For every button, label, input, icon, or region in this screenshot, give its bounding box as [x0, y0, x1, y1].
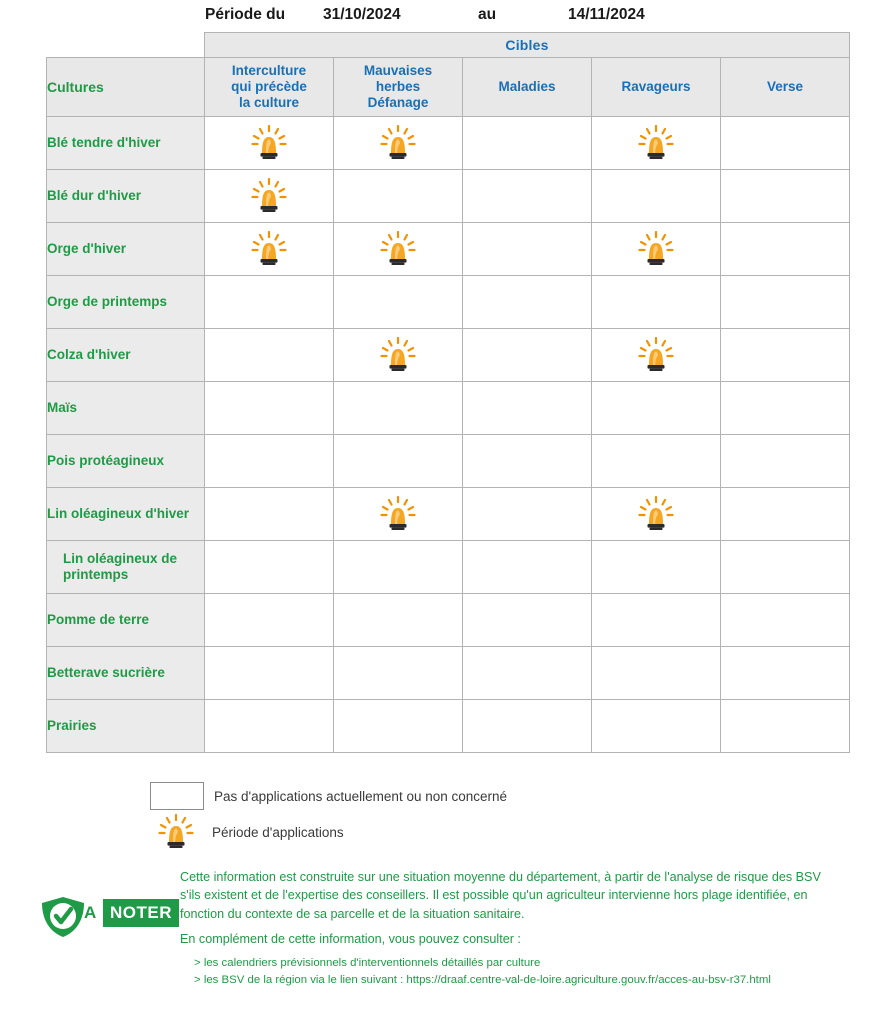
cell-empty	[721, 700, 850, 753]
cell-empty	[205, 541, 334, 594]
badge-a-label: A	[84, 903, 97, 922]
warning-beacon-icon	[156, 814, 196, 850]
cell-empty	[721, 647, 850, 700]
table-row	[47, 117, 850, 170]
cell-empty	[463, 329, 592, 382]
cell-empty	[592, 700, 721, 753]
table-row	[47, 488, 850, 541]
a-noter-badge	[40, 896, 172, 936]
cell-empty	[592, 541, 721, 594]
cell-empty	[205, 435, 334, 488]
warning-beacon-icon	[150, 814, 202, 850]
period-au-label: au	[478, 6, 497, 23]
warning-beacon-icon	[636, 125, 676, 161]
row-label-culture: Orge de printemps	[47, 276, 205, 329]
warning-beacon-icon	[378, 125, 418, 161]
period-header	[205, 2, 765, 28]
period-end-date: 14/11/2024	[568, 6, 645, 23]
cell-empty	[205, 329, 334, 382]
cell-empty	[334, 435, 463, 488]
table-row	[47, 170, 850, 223]
period-label: Période du	[205, 6, 286, 23]
cell-period-applications	[334, 117, 463, 170]
cell-empty	[592, 382, 721, 435]
row-label-culture: Lin oléagineux d'hiver	[47, 488, 205, 541]
table-cibles-row	[47, 33, 850, 58]
row-label-culture: Orge d'hiver	[47, 223, 205, 276]
cell-empty	[463, 117, 592, 170]
cell-empty	[721, 329, 850, 382]
header-maladies: Maladies	[463, 58, 592, 117]
warning-beacon-icon	[378, 337, 418, 373]
row-label-culture: Prairies	[47, 700, 205, 753]
header-interculture	[205, 58, 334, 117]
note-paragraph-2: En complément de cette information, vous pouvez consulter :	[180, 931, 521, 946]
legend-none-label: Pas d'applications actuellement ou non concerné	[214, 788, 508, 804]
table-row	[47, 276, 850, 329]
row-label-culture: Pois protéagineux	[47, 435, 205, 488]
table-row	[47, 700, 850, 753]
cell-empty	[592, 276, 721, 329]
table-row	[47, 329, 850, 382]
table-body	[47, 117, 850, 753]
note-block	[40, 868, 840, 989]
cell-period-applications	[334, 223, 463, 276]
cell-empty	[205, 647, 334, 700]
header-interculture-line2: qui précède	[231, 79, 307, 95]
cell-empty	[721, 276, 850, 329]
table-corner-blank	[47, 33, 205, 58]
header-interculture-line1: Interculture	[231, 63, 307, 79]
cell-empty	[334, 382, 463, 435]
cell-empty	[721, 435, 850, 488]
row-label-culture: Lin oléagineux de printemps	[47, 541, 205, 594]
table-row	[47, 382, 850, 435]
table-row	[47, 223, 850, 276]
header-verse: Verse	[721, 58, 850, 117]
warning-beacon-icon	[636, 496, 676, 532]
cell-period-applications	[592, 488, 721, 541]
note-text	[172, 868, 840, 989]
note-bullet-2: > les BSV de la région via le lien suivant : https://draaf.centre-val-de-loire.agriculture.gouv.fr/acces-au-bsv-r37.html	[194, 974, 771, 987]
cell-empty	[205, 382, 334, 435]
row-label-culture: Blé tendre d'hiver	[47, 117, 205, 170]
cell-empty	[721, 488, 850, 541]
cell-empty	[463, 700, 592, 753]
cell-empty	[463, 647, 592, 700]
cell-empty	[721, 541, 850, 594]
header-mauvaises-line3: Défanage	[367, 94, 429, 110]
cell-empty	[463, 170, 592, 223]
table-row	[47, 541, 850, 594]
cell-empty	[205, 594, 334, 647]
cell-empty	[205, 488, 334, 541]
cell-period-applications	[205, 170, 334, 223]
table-row	[47, 594, 850, 647]
cell-empty	[334, 541, 463, 594]
cell-period-applications	[592, 329, 721, 382]
shield-check-icon	[40, 896, 86, 938]
note-paragraph-1: Cette information est construite sur une situation moyenne du département, à partir de l'analyse de risque des BSV s'ils existent et de l'expertise des conseillers. Il est possible qu'un agriculteur intervienne hors plage identifiée, en fonction du contexte de sa parcelle et de la situation sanitaire.	[180, 870, 821, 921]
cell-empty	[463, 276, 592, 329]
header-mauvaises-line1: Mauvaises	[363, 63, 433, 79]
cell-empty	[721, 594, 850, 647]
legend-row-period	[150, 814, 770, 850]
cell-empty	[721, 223, 850, 276]
cell-empty	[205, 276, 334, 329]
header-mauvaises-herbes	[334, 58, 463, 117]
legend	[150, 778, 770, 850]
cell-empty	[463, 382, 592, 435]
cell-empty	[463, 435, 592, 488]
cell-empty	[334, 276, 463, 329]
period-start-date: 31/10/2024	[323, 6, 401, 23]
warning-beacon-icon	[249, 125, 289, 161]
cell-empty	[334, 594, 463, 647]
warning-beacon-icon	[249, 178, 289, 214]
cell-empty	[205, 700, 334, 753]
cell-empty	[463, 488, 592, 541]
empty-cell-swatch	[150, 782, 204, 810]
badge-noter-label: NOTER	[103, 899, 179, 927]
table-header-row	[47, 58, 850, 117]
cell-empty	[592, 170, 721, 223]
cell-period-applications	[592, 117, 721, 170]
cell-empty	[721, 382, 850, 435]
cell-empty	[463, 594, 592, 647]
cell-empty	[721, 117, 850, 170]
cell-period-applications	[334, 329, 463, 382]
note-bullet-1: > les calendriers prévisionnels d'interventionnels détaillés par culture	[194, 957, 541, 969]
cell-empty	[334, 700, 463, 753]
cell-empty	[592, 594, 721, 647]
header-ravageurs: Ravageurs	[592, 58, 721, 117]
row-label-culture: Colza d'hiver	[47, 329, 205, 382]
cibles-header: Cibles	[205, 33, 850, 58]
row-label-culture: Maïs	[47, 382, 205, 435]
cell-period-applications	[334, 488, 463, 541]
cell-empty	[592, 647, 721, 700]
warning-beacon-icon	[636, 337, 676, 373]
header-mauvaises-line2: herbes	[375, 79, 421, 95]
cell-period-applications	[205, 117, 334, 170]
row-label-culture: Betterave sucrière	[47, 647, 205, 700]
legend-row-none	[150, 778, 770, 814]
cell-empty	[721, 170, 850, 223]
cell-empty	[334, 647, 463, 700]
applications-table	[46, 32, 850, 753]
header-cultures: Cultures	[47, 58, 205, 117]
table-row	[47, 435, 850, 488]
cell-period-applications	[592, 223, 721, 276]
legend-period-label: Période d'applications	[212, 824, 344, 840]
row-label-culture: Pomme de terre	[47, 594, 205, 647]
warning-beacon-icon	[249, 231, 289, 267]
warning-beacon-icon	[636, 231, 676, 267]
cell-empty	[463, 223, 592, 276]
cell-empty	[592, 435, 721, 488]
cell-empty	[463, 541, 592, 594]
warning-beacon-icon	[378, 231, 418, 267]
cell-empty	[334, 170, 463, 223]
warning-beacon-icon	[378, 496, 418, 532]
cell-period-applications	[205, 223, 334, 276]
table-row	[47, 647, 850, 700]
header-interculture-line3: la culture	[238, 94, 300, 110]
row-label-culture: Blé dur d'hiver	[47, 170, 205, 223]
